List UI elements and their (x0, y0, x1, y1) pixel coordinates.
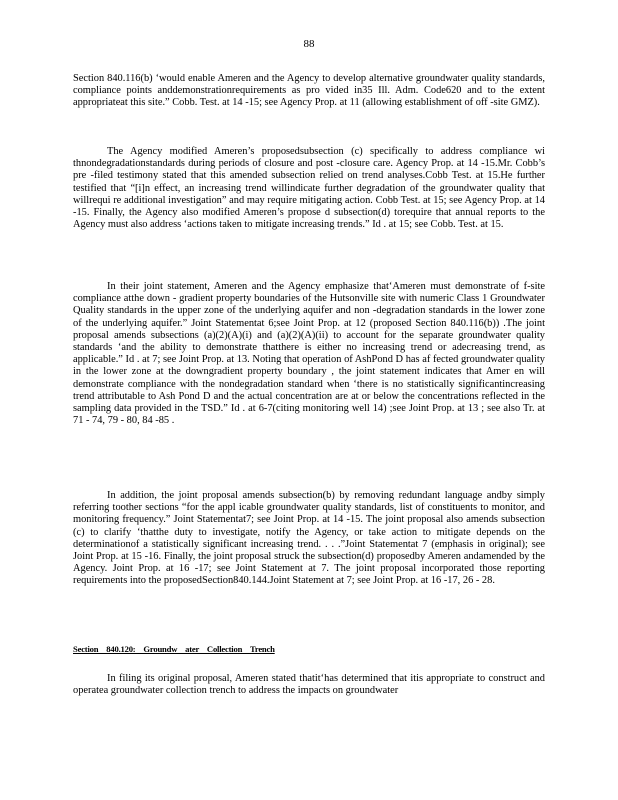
paragraph-1: Section 840.116(b) ‘would enable Ameren and the Agency to develop alternative groundwater quality standards, compliance points anddemonstrationrequirements as pro vided in35 Ill. Adm. Code620 and to the extent appropriateat this site.” Cobb. Test. at 14 -15; see Agency Prop. at 11 (allowing establishment of off -site GMZ). (73, 73, 545, 109)
paragraph-4: In addition, the joint proposal amends subsection(b) by removing redundant language andby simply referring toother sections “for the appl icable groundwater quality standards, list of constituents to monitor, and monitoring frequency.” Joint Statementat7; see Joint Prop. at 14 -15. The joint proposal also amends subsection (c) to clarify ‘thatthe duty to investigate, notify the Agency, or take action to mitigate depends on the determinationof a statistically significant increasing trend. . . .”Joint Statementat 7 (emphasis in original); see Joint Prop. at 15 -16. Finally, the joint proposal struck the subsection(d) proposedby Ameren andamended by the Agency. Joint Prop. at 16 -17; see Joint Statement at 7. The joint proposal incorporated those reporting requirements into the proposedSection840.144.Joint Statement at 7; see Joint Prop. at 16 -17, 26 - 28. (73, 490, 545, 587)
page-number: 88 (303, 38, 315, 50)
paragraph-2: The Agency modified Ameren’s proposedsubsection (c) specifically to address compliance wi thnondegradationstandards during periods of closure and post -closure care. Agency Prop. at 14 -15.Mr. Cobb’s pre -filed testimony stated that this amended subsection relied on trend analyses.Cobb Test. at 15.He further testified that “[i]n effect, an increasing trend willindicate further degradation of the groundwater quality that willrequi re additional investigation” and may require mitigating action. Cobb Test. at 15; see Agency Prop. at 14 -15. Finally, the Agency also modified Ameren’s propose d subsection(d) torequire that annual reports to the Agency must also address ‘actions taken to mitigate increasing trends.” Id . at 15; see Cobb. Test. at 15. (73, 146, 545, 231)
paragraph-5: In filing its original proposal, Ameren stated thatit‘has determined that itis appropriate to construct and operatea groundwater collection trench to address the impacts on groundwater (73, 673, 545, 697)
section-heading: Section 840.120: Groundw ater Collection Trench (73, 644, 275, 654)
paragraph-3: In their joint statement, Ameren and the Agency emphasize that‘Ameren must demonstrate of f-site compliance atthe down - gradient property boundaries of the Hutsonville site with numeric Class 1 Groundwater Quality standards in the upper zone of the underlying aquifer and non -degradation standards in the lower zone of the underlying aquifer.” Joint Statementat 6;see Joint Prop. at 12 (proposed Section 840.116(b)) .The joint proposal amends subsections (a)(2)(A)(i) and (a)(2)(A)(ii) to account for the separate groundwater quality standards ‘and the ability to demonstrate thatthere is either no increasing trend or adecreasing trend, as applicable.” Id . at 7; see Joint Prop. at 13. Noting that operation of AshPond D has af fected groundwater quality in the lower zone at the downgradient property boundary , the joint statement indicates that Amer en will demonstrate compliance with the nondegradation standard when ‘there is no statistically significantincreasing trend attributable to Ash Pond D and the actual concentration are at or below the concentrations reflected in the sampling data provided in the TSD.” Id . at 6-7(citing monitoring well 14) ;see Joint Prop. at 13 ; see also Tr. at 71 - 74, 79 - 80, 84 -85 . (73, 281, 545, 427)
